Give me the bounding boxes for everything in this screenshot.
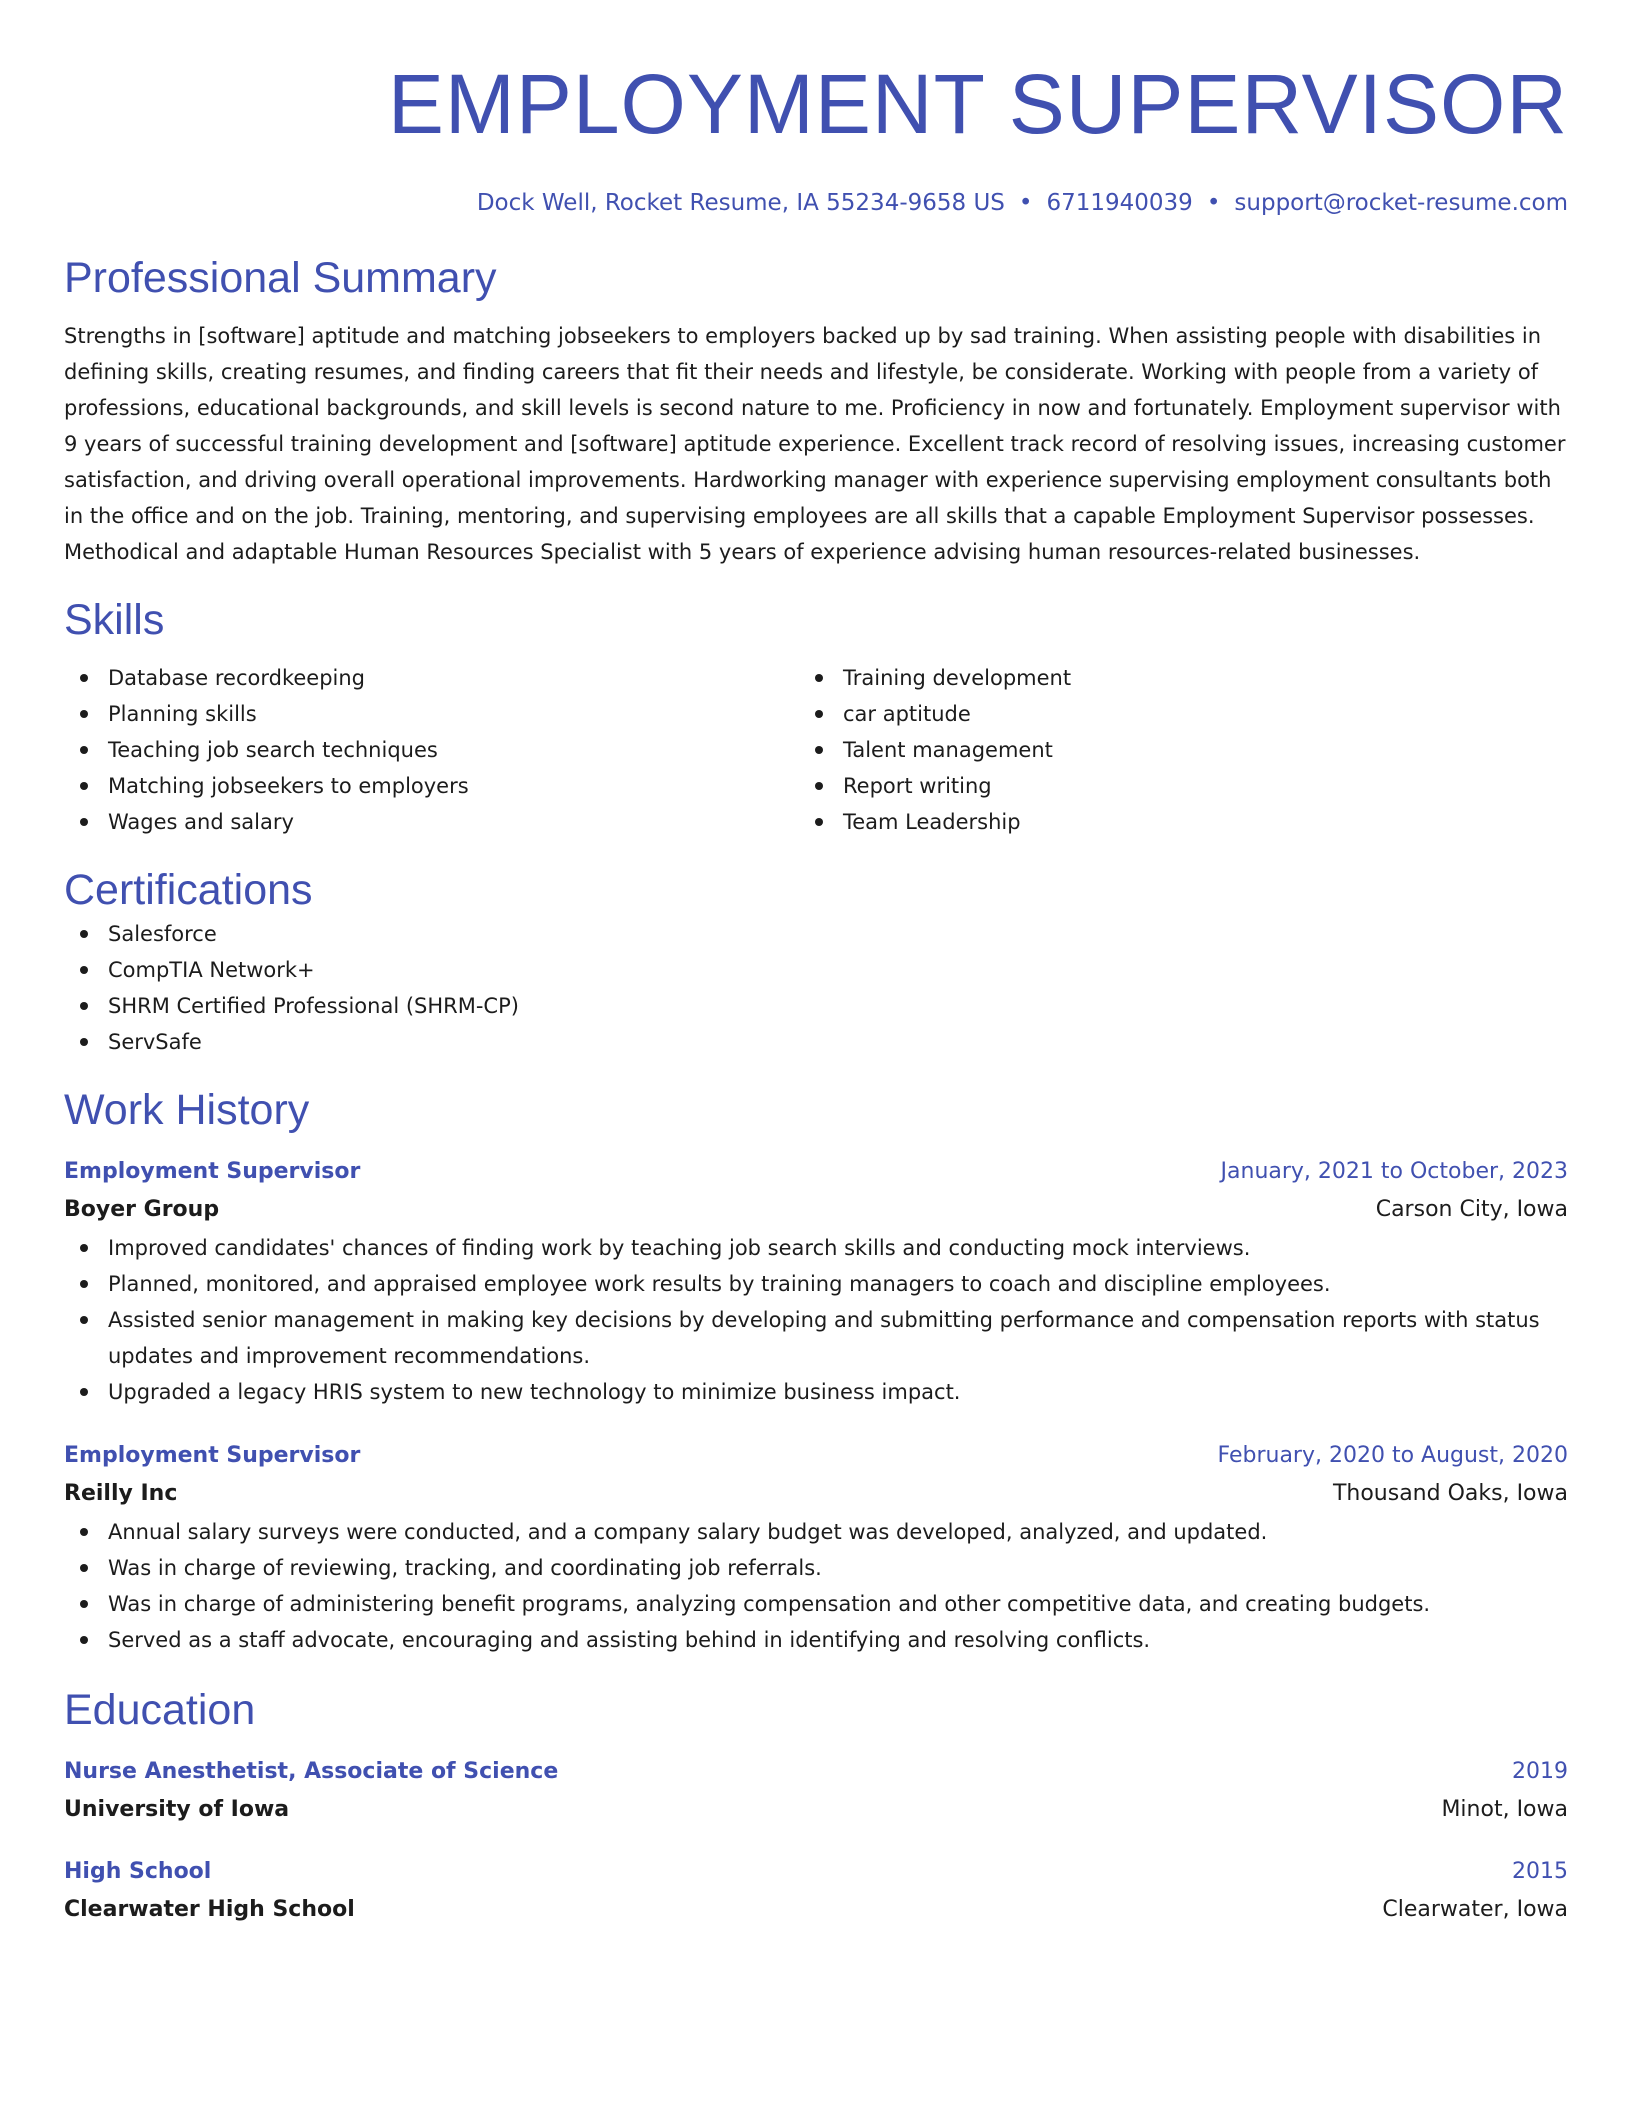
skill-label: Training development — [843, 666, 1072, 690]
certification-label: SHRM Certified Professional (SHRM-CP) — [108, 994, 519, 1018]
education-year: 2015 — [1512, 1859, 1568, 1884]
bullet-icon — [815, 674, 823, 682]
bullet-icon — [80, 674, 88, 682]
summary-section — [64, 252, 1568, 570]
education-degree: High School — [64, 1859, 212, 1884]
education-school: Clearwater High School — [64, 1897, 355, 1922]
certification-label: Salesforce — [108, 922, 217, 946]
job-bullet — [64, 1550, 1568, 1586]
skill-label: Team Leadership — [843, 810, 1021, 834]
job-bullet-text: Upgraded a legacy HRIS system to new technology to minimize business impact. — [108, 1380, 961, 1404]
education-section — [64, 1684, 1568, 1930]
job-company: Boyer Group — [64, 1197, 220, 1222]
skill-item — [64, 732, 799, 768]
summary-heading: Professional Summary — [64, 254, 497, 302]
job-bullet — [64, 1302, 1568, 1374]
job-dates: February, 2020 to August, 2020 — [1217, 1443, 1568, 1468]
skill-label: Talent management — [843, 738, 1053, 762]
summary-text: Strengths in [software] aptitude and matching jobseekers to employers backed up by sad training. When assisting people with disabilities in defining skills, creating resumes, and finding careers that fit their needs and lifestyle, be considerate. Working with people from a variety of professions, educational backgrounds, and skill levels is second nature to me. Proficiency in now and fortunately. Employment supervisor with 9 years of successful training development and [software] aptitude experience. Excellent track record of resolving issues, increasing customer satisfaction, and driving overall operational improvements. Hardworking manager with experience supervising employment consultants both in the office and on the job. Training, mentoring, and supervising employees are all skills that a capable Employment Supervisor possesses. Methodical and adaptable Human Resources Specialist with 5 years of experience advising human resources-related businesses. — [64, 324, 1566, 564]
bullet-icon — [80, 1316, 88, 1324]
certification-label: CompTIA Network+ — [108, 958, 315, 982]
job-company-row — [64, 1190, 1568, 1230]
education-entry — [64, 1754, 1568, 1830]
certifications-section — [64, 864, 1568, 1060]
skill-item — [799, 696, 1534, 732]
job-bullets — [64, 1514, 1568, 1658]
skill-item — [64, 660, 799, 696]
skill-item — [64, 696, 799, 732]
skills-column-left — [64, 660, 799, 840]
skill-label: Report writing — [843, 774, 992, 798]
contact-address: Dock Well, Rocket Resume, IA 55234-9658 US — [476, 190, 1005, 216]
skill-label: Matching jobseekers to employers — [108, 774, 469, 798]
education-year: 2019 — [1512, 1759, 1568, 1784]
bullet-icon — [80, 1600, 88, 1608]
skills-columns — [64, 660, 1568, 840]
job-bullet-text: Assisted senior management in making key decisions by developing and submitting performance and compensation reports with status updates and improvement recommendations. — [108, 1308, 1540, 1368]
contact-separator: • — [1206, 190, 1221, 216]
certification-item — [64, 952, 1568, 988]
certification-item — [64, 1024, 1568, 1060]
contact-phone[interactable]: 6711940039 — [1046, 190, 1193, 216]
job-title-row — [64, 1154, 1568, 1190]
bullet-icon — [80, 930, 88, 938]
education-school-row — [64, 1790, 1568, 1830]
skill-item — [64, 768, 799, 804]
job-bullet — [64, 1586, 1568, 1622]
job-bullet — [64, 1622, 1568, 1658]
bullet-icon — [80, 1002, 88, 1010]
education-entry — [64, 1854, 1568, 1930]
bullet-icon — [815, 782, 823, 790]
job-bullet-text: Was in charge of administering benefit programs, analyzing compensation and other competitive data, and creating budgets. — [108, 1592, 1431, 1616]
job-location: Thousand Oaks, Iowa — [1332, 1481, 1568, 1506]
education-location: Clearwater, Iowa — [1382, 1897, 1568, 1922]
education-degree-row — [64, 1854, 1568, 1890]
contact-email[interactable]: support@rocket-resume.com — [1234, 190, 1568, 216]
certifications-heading: Certifications — [64, 866, 313, 914]
certifications-list — [64, 916, 1568, 1060]
skill-item — [799, 768, 1534, 804]
skill-item — [799, 804, 1534, 840]
bullet-icon — [815, 710, 823, 718]
job-bullet-text: Served as a staff advocate, encouraging and assisting behind in identifying and resolving conflicts. — [108, 1628, 1151, 1652]
job-location: Carson City, Iowa — [1375, 1197, 1568, 1222]
job-company-row — [64, 1474, 1568, 1514]
bullet-icon — [80, 746, 88, 754]
education-degree: Nurse Anesthetist, Associate of Science — [64, 1759, 559, 1784]
job-bullet-text: Was in charge of reviewing, tracking, and coordinating job referrals. — [108, 1556, 822, 1580]
certification-item — [64, 916, 1568, 952]
job-bullet — [64, 1266, 1568, 1302]
job-bullet — [64, 1374, 1568, 1410]
certification-item — [64, 988, 1568, 1024]
bullet-icon — [80, 1388, 88, 1396]
work-history-heading: Work History — [64, 1086, 310, 1134]
job-company: Reilly Inc — [64, 1481, 178, 1506]
job-title: Employment Supervisor — [64, 1159, 361, 1184]
bullet-icon — [80, 818, 88, 826]
contact-line — [64, 188, 1568, 218]
education-heading: Education — [64, 1686, 256, 1734]
skill-label: Teaching job search techniques — [108, 738, 438, 762]
skill-item — [799, 732, 1534, 768]
bullet-icon — [80, 1528, 88, 1536]
bullet-icon — [80, 710, 88, 718]
bullet-icon — [80, 1244, 88, 1252]
education-school-row — [64, 1890, 1568, 1930]
job-entry — [64, 1438, 1568, 1658]
contact-separator: • — [1018, 190, 1033, 216]
job-title: Employment Supervisor — [64, 1443, 361, 1468]
bullet-icon — [80, 1038, 88, 1046]
applicant-name: EMPLOYMENT SUPERVISOR — [387, 57, 1568, 151]
bullet-icon — [80, 1564, 88, 1572]
education-school: University of Iowa — [64, 1797, 290, 1822]
job-bullets — [64, 1230, 1568, 1410]
education-location: Minot, Iowa — [1441, 1797, 1568, 1822]
certification-label: ServSafe — [108, 1030, 202, 1054]
skill-item — [64, 804, 799, 840]
skills-list-right — [799, 660, 1534, 840]
skill-label: car aptitude — [843, 702, 971, 726]
skill-label: Wages and salary — [108, 810, 294, 834]
work-history-section — [64, 1084, 1568, 1658]
job-dates: January, 2021 to October, 2023 — [1220, 1159, 1568, 1184]
job-entry — [64, 1154, 1568, 1410]
education-degree-row — [64, 1754, 1568, 1790]
skill-item — [799, 660, 1534, 696]
job-bullet — [64, 1514, 1568, 1550]
bullet-icon — [80, 1636, 88, 1644]
job-bullet-text: Planned, monitored, and appraised employee work results by training managers to coach and discipline employees. — [108, 1272, 1331, 1296]
skills-column-right — [799, 660, 1534, 840]
job-bullet — [64, 1230, 1568, 1266]
skills-heading: Skills — [64, 596, 165, 644]
bullet-icon — [80, 782, 88, 790]
job-bullet-text: Improved candidates' chances of finding work by teaching job search skills and conducting mock interviews. — [108, 1236, 1251, 1260]
skill-label: Planning skills — [108, 702, 257, 726]
job-title-row — [64, 1438, 1568, 1474]
skills-section — [64, 594, 1568, 840]
bullet-icon — [80, 966, 88, 974]
bullet-icon — [80, 1280, 88, 1288]
job-bullet-text: Annual salary surveys were conducted, and a company salary budget was developed, analyzed, and updated. — [108, 1520, 1268, 1544]
bullet-icon — [815, 746, 823, 754]
resume-header — [64, 56, 1568, 218]
skills-list-left — [64, 660, 799, 840]
skill-label: Database recordkeeping — [108, 666, 366, 690]
bullet-icon — [815, 818, 823, 826]
